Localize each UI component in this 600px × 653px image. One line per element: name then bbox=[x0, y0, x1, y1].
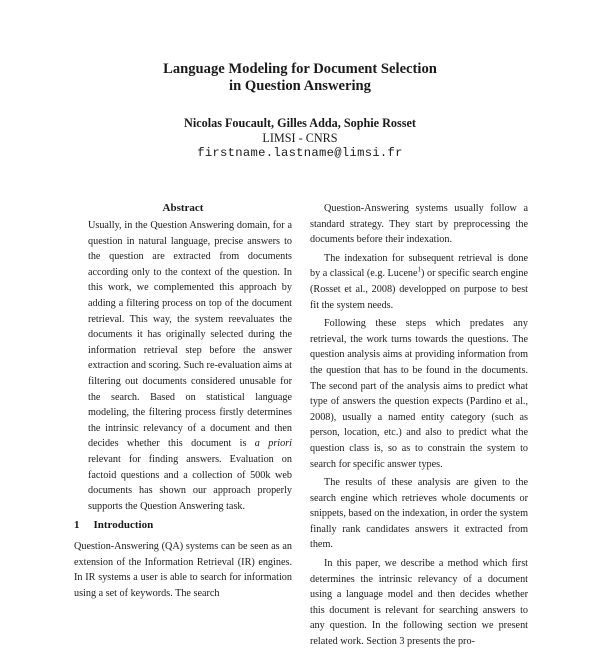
right-paragraph-2-part2: ) or specific search engine (Rosset et al., 2008) developped on purpose to best fit the system needs. bbox=[310, 268, 528, 311]
abstract-text-part2: relevant for finding answers. Evaluation on factoid questions and a collection of 500k web documents has shown our approach properly supports the Question Answering task. bbox=[88, 453, 292, 512]
right-column bbox=[310, 201, 528, 653]
abstract-text-part1: Usually, in the Question Answering domain, for a question in natural language, precise answers to the question are extracted from documents according only to the context of the question. In this work, we complemented this approach by adding a filtering process on top of the document retrieval. This way, the system reevaluates the documents it has originally selected during the information retrieval step before the answer extraction and scoring. Such re-evaluation aims at filtering out documents considered unusable for the search. Based on statistical language modeling, the filtering process firstly determines the intrinsic relevancy of a document and then decides whether this document is bbox=[88, 220, 292, 450]
right-paragraph-3: Following these steps which predates any retrieval, the work turns towards the questions. The question analysis aims at providing information from the question that has to be found in the documents. The second part of the analysis aims to predict what type of answers the question expects (Pardino et al., 2008), usually a named entity category (such as person, location, etc.) and also to predict what the question class is, so as to constrain the system to search for specific answer types. bbox=[310, 318, 528, 470]
affiliation: LIMSI - CNRS bbox=[262, 131, 338, 145]
abstract-text bbox=[88, 218, 292, 514]
title-line-1: Language Modeling for Document Selection bbox=[163, 61, 437, 77]
section-heading-introduction bbox=[74, 518, 292, 533]
author-email: firstname.lastname@limsi.fr bbox=[197, 146, 403, 160]
section-title: Introduction bbox=[93, 519, 154, 532]
right-paragraph-1: Question-Answering systems usually follow a standard strategy. They start by preprocessing the documents before their indexation. bbox=[310, 203, 528, 246]
section-number: 1 bbox=[74, 519, 80, 532]
title-line-2: in Question Answering bbox=[229, 78, 371, 94]
abstract-heading: Abstract bbox=[162, 202, 204, 214]
right-paragraph-4: The results of these analysis are given to the search engine which retrieves whole documents or snippets, based on the indexation, in order the system finally rank candidates answers it extracted from them. bbox=[310, 477, 528, 551]
abstract-italic-term: a priori bbox=[254, 438, 293, 450]
author-names: Nicolas Foucault, Gilles Adda, Sophie Rosset bbox=[184, 116, 416, 130]
right-paragraph-2 bbox=[310, 251, 528, 313]
author-block bbox=[0, 116, 600, 161]
right-paragraph-2-part1: The indexation for subsequent retrieval is done by a classical (e.g. Lucene bbox=[310, 252, 528, 280]
left-column bbox=[74, 201, 292, 605]
intro-paragraph-1: Question-Answering (QA) systems can be seen as an extension of the Information Retrieval (IR) engines. In IR systems a user is able to search for information using a set of keywords. The search bbox=[74, 541, 292, 600]
right-paragraph-5: In this paper, we describe a method which first determines the intrinsic relevancy of a document using a language model and then decides whether this document is relevant for searching answers to any question. In the following section we present related work. Section 3 presents the pro- bbox=[310, 558, 528, 648]
paper-title bbox=[0, 61, 600, 95]
footnote-marker: 1 bbox=[417, 265, 422, 274]
